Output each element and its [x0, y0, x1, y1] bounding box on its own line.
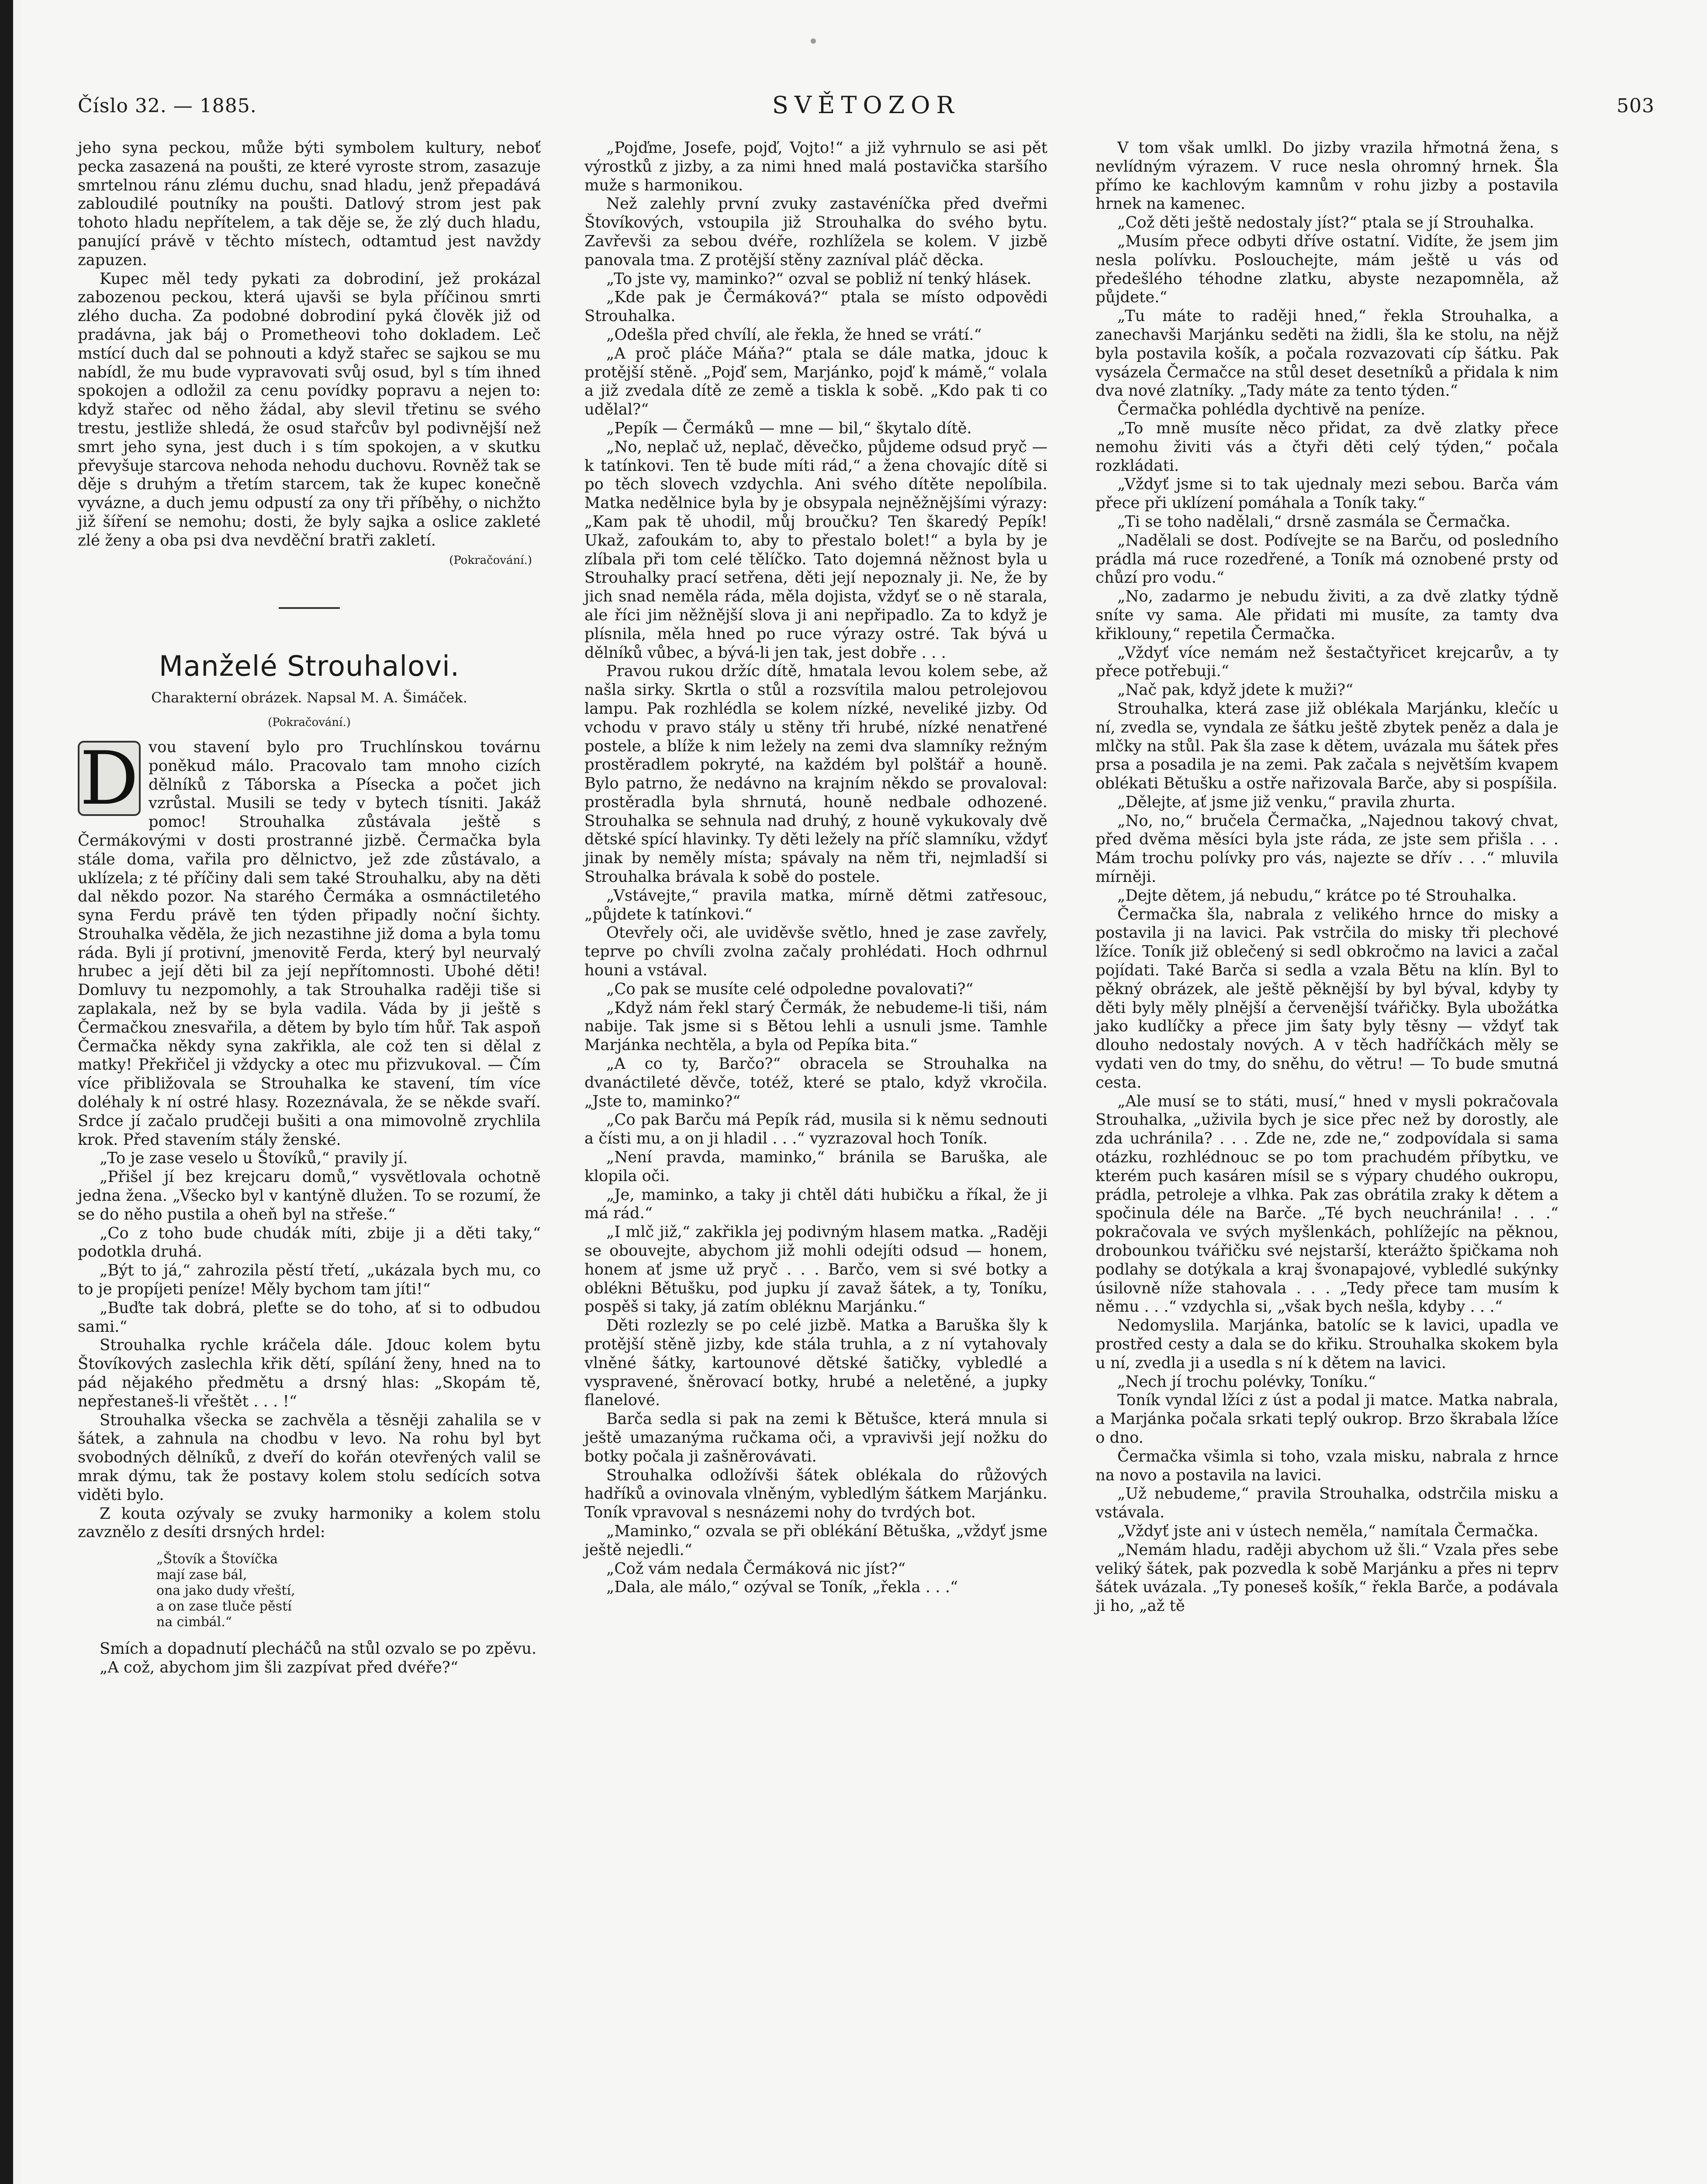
- paragraph: „A proč pláče Máňa?“ ptala se dále matka, jdouc k protější stěně. „Pojď sem, Marjánko, pojď k mámě,“ volala a již zvedala dítě ze země a tiskla k sobě. „Kdo pak ti co udělal?“: [584, 344, 1047, 419]
- verse-line: mají zase bál,: [156, 1567, 247, 1583]
- paragraph: „I mlč již,“ zakřikla jej podivným hlasem matka. „Raději se obouvejte, abychom již mohli odejíti odsud — honem, honem ať jsme už pryč . . . Barčo, vem si své botky a oblékni Bětušku, pod jupku jí zavaž šátek, a ty, Toníku, pospěš si taky, já zatím obléknu Marjánku.“: [584, 1223, 1047, 1316]
- paragraph: „Není pravda, maminko,“ bránila se Baruška, ale klopila oči.: [584, 1148, 1047, 1185]
- paragraph: „Je, maminko, a taky ji chtěl dáti hubičku a říkal, že ji má rád.“: [584, 1185, 1047, 1223]
- verse-line: na cimbál.“: [156, 1614, 232, 1630]
- paragraph: Kupec měl tedy pykati za dobrodiní, jež prokázal zabozenou peckou, která ujavši se byla příčinou smrti zlého ducha. Za podobné dobrodiní pyká člověk již od pradávna, jak báj o Prometheovi toho dokladem. Leč mstící duch dal se pohnouti a když stařec se sajkou se mu nabídl, že mu bude vypravovati svůj osud, byl s tím ihned spokojen a odložil za cenu povídky popravu a nejen to: když stařec od něho žádal, aby slevil třetinu se svého trestu, jestliže shledá, že osud stařcův byl podivnější než smrt jeho syna, jest duch i s tím spokojen, a v skutku převyšuje starcova nehoda nehodu duchovu. Rovněž tak se děje s druhým a třetím starcem, tak že kupec konečně vyvázne, a duch jemu odpustí za ony tři příběhy, o nichžto již šíření se nemohu; dosti, že byly sajka a oslice zakleté zlé ženy a oba psi dva nevděční bratři zakletí.: [78, 270, 541, 549]
- paragraph: „Dala, ale málo,“ ozýval se Toník, „řekla . . .“: [606, 1578, 958, 1597]
- paragraph: „No, no,“ bručela Čermačka, „Najednou takový chvat, před dvěma měsíci byla jste ráda, ze jste sem přišla . . . Mám trochu polívky pro vás, najezte se dřív . . .“ mluvila mírněji.: [1095, 812, 1558, 886]
- column-3: [1095, 139, 1558, 1616]
- paragraph: „Už nebudeme,“ pravila Strouhalka, odstrčila misku a vstávala.: [1095, 1485, 1558, 1522]
- paragraph: Než zalehly první zvuky zastavéníčka před dveřmi Štovíkových, vstoupila již Strouhalka do svého bytu. Zavřevši za sebou dvéře, rozhlížela se kolem. V jizbě panovala tma. Z protější stěny zazníval pláč děcka.: [584, 195, 1047, 269]
- paragraph: „Přišel jí bez krejcaru domů,“ vysvětlovala ochotně jedna žena. „Všecko byl v kantýně dlužen. To se rozumí, že se do něho pustila a oheň byl na střeše.“: [78, 1168, 541, 1223]
- paragraph: „To jste vy, maminko?“ ozval se pobliž ní tenký hlásek.: [606, 270, 1032, 288]
- paragraph: „Pepík — Čermáků — mne — bil,“ škytalo dítě.: [606, 419, 972, 437]
- drop-cap: D: [78, 741, 141, 816]
- paragraph: Strouhalka odložívši šátek oblékala do růžových hadříků a ovinovala vlněným, vybledlým šátkem Marjánku. Toník vpravoval s nesnázemi nohy do tvrdých bot.: [584, 1466, 1047, 1522]
- story-continued-note: (Pokračování.): [268, 716, 351, 729]
- paragraph: jeho syna peckou, může býti symbolem kultury, neboť pecka zasazená na poušti, ze které vyroste strom, zasazuje smrtelnou ránu zlému duchu, snad hladu, jenž přepadává zabloudilé poutníky na poušti. Datlový strom jest pak tohoto hladu nepřítelem, a tak děje se, že zlý duch hladu, panující právě v těchto místech, odtamtud jest navždy zapuzen.: [78, 139, 541, 269]
- paragraph: „Tu máte to raději hned,“ řekla Strouhalka, a zanechavši Marjánku seděti na židli, šla ke stolu, na nějž byla postavila košík, a počala rozvazovati cíp šátku. Pak vysázela Čermačce na stůl deset desetníků a přidala k nim dva nové zlatníky. „Tady máte za tento týden.“: [1095, 307, 1558, 400]
- paragraph: V tom však umlkl. Do jizby vrazila hřmotná žena, s nevlídným výrazem. V ruce nesla ohromný hrnek. Šla přímo ke kachlovým kamnům v rohu jizby a postavila hrnek na kamenec.: [1095, 139, 1558, 213]
- paragraph: Toník vyndal lžíci z úst a podal ji matce. Matka nabrala, a Marjánka počala srkati teplý oukrop. Brzo škrabala lžíce o dno.: [1095, 1391, 1558, 1447]
- paragraph: „Což děti ještě nedostaly jíst?“ ptala se jí Strouhalka.: [1117, 214, 1534, 232]
- paragraph: „Být to já,“ zahrozila pěstí třetí, „ukázala bych mu, co to je propíjeti peníze! Měly bychom tam jíti!“: [78, 1261, 541, 1299]
- paragraph: „Kde pak je Čermáková?“ ptala se místo odpovědi Strouhalka.: [584, 288, 1047, 325]
- paragraph: Strouhalka rychle kráčela dále. Jdouc kolem bytu Štovíkových zaslechla křik dětí, spílání ženy, hned na to pád nějakého předmětu a drsný hlas: „Skopám tě, nepřestaneš-li vřeštět . . . !“: [78, 1336, 541, 1410]
- paragraph-with-dropcap: [78, 735, 541, 1150]
- paragraph: „To je zase veselo u Štovíků,“ pravily jí.: [100, 1149, 408, 1168]
- paragraph: Děti rozlezly se po celé jizbě. Matka a Baruška šly k protější stěně jizby, kde stála truhla, a z ní vytahovaly vlněné šátky, kartounové dětské šatičky, vybledlé a vyspravené, šněrovací botky, hrubé a neletěné, a jupky flanelové.: [584, 1317, 1047, 1410]
- page-number: 503: [1617, 95, 1655, 117]
- paragraph: „Co z toho bude chudák míti, zbije ji a děti taky,“ podotkla druhá.: [78, 1224, 541, 1261]
- paragraph: Smích a dopadnutí plecháčů na stůl ozvalo se po zpěvu.: [100, 1640, 537, 1658]
- verse-line: a on zase tluče pěstí: [156, 1599, 292, 1614]
- paragraph: „Odešla před chvílí, ale řekla, že hned se vrátí.“: [606, 325, 982, 344]
- page-header: [78, 90, 1655, 120]
- story-subtitle: Charakterní obrázek. Napsal M. A. Šimáček.: [151, 689, 467, 706]
- paragraph: „Když nám řekl starý Čermák, že nebudeme-li tiši, nám nabije. Tak jsme si s Bětou lehli a usnuli jsme. Tamhle Marjánka nechtěla, a byla od Pepíka bita.“: [584, 999, 1047, 1054]
- paragraph: Čermačka pohlédla dychtivě na peníze.: [1117, 401, 1426, 419]
- page-dot: [811, 38, 816, 44]
- paragraph: Barča sedla si pak na zemi k Bětušce, která mnula si ještě umazanýma ručkama oči, a vpravivši její nožku do botky počala ji zašněrovávati.: [584, 1410, 1047, 1465]
- paragraph: „Vstávejte,“ pravila matka, mírně dětmi zatřesouc, „půjdete k tatínkovi.“: [584, 886, 1047, 923]
- paragraph: „Nadělali se dost. Podívejte se na Barču, od posledního prádla má ruce rozedřené, a Toník má oznobené prsty od chůzí pro vodu.“: [1095, 531, 1558, 587]
- paragraph: „Vždyť jsme si to tak ujednaly mezi sebou. Barča vám přece při uklízení pomáhala a Toník taky.“: [1095, 475, 1558, 512]
- paragraph: „Nech jí trochu polévky, Toníku.“: [1117, 1372, 1376, 1391]
- paragraph: „Nemám hladu, raději abychom už šli.“ Vzala přes sebe veliký šátek, pak pozvedla k sobě Marjánku a přes ni teprv šátek uvázala. „Ty poneseš košík,“ řekla Barče, a podávala ji ho, „až tě: [1095, 1541, 1558, 1615]
- paragraph: „Nač pak, když jdete k muži?“: [1117, 681, 1354, 699]
- paragraph: „Maminko,“ ozvala se při oblékání Bětuška, „vždyť jsme ještě nejedli.“: [584, 1522, 1047, 1559]
- song-verse: [156, 1552, 541, 1630]
- paragraph: „A co ty, Barčo?“ obracela se Strouhalka na dvanáctileté děvče, totéž, které se ptalo, když vkročila. „Jste to, maminko?“: [584, 1055, 1047, 1110]
- paragraph: „Co pak Barču má Pepík rád, musila si k němu sednouti a čísti mu, a on ji hladil . . .“ vyzrazoval hoch Toník.: [584, 1111, 1047, 1148]
- paragraph: „Dělejte, ať jsme již venku,“ pravila zhurta.: [1117, 793, 1456, 811]
- continued-note: (Pokračování.): [449, 553, 532, 567]
- paragraph: Nedomyslila. Marjánka, batolíc se k lavici, upadla ve prostřed cesty a dala se do křiku. Strouhalka skokem byla u ní, zvedla ji a usedla s ní k dětem na lavici.: [1095, 1317, 1558, 1372]
- paragraph: Strouhalka, která zase již oblékala Marjánku, klečíc u ní, zvedla se, vyndala ze šátku ještě zbytek peněz a dala je mlčky na stůl. Pak šla zase k dětem, uvázala mu šátek přes prsa a posadila je na zemi. Pak začala s největším kvapem oblékati Bětušku a ostře nařizovala Barče, aby si pospíšila.: [1095, 699, 1558, 793]
- paragraph: Čermačka všimla si toho, vzala misku, nabrala z hrnce na novo a postavila na lavici.: [1095, 1447, 1558, 1484]
- magazine-title: SVĚTOZOR: [772, 91, 961, 119]
- paragraph: Čermačka šla, nabrala z velikého hrnce do misky a postavila ji na lavici. Pak vstrčila do misky tři plechové lžíce. Toník již oblečený si sedl obkročmo na lavici a začal pojídati. Také Barča si sedla a vzala Bětu na klín. Byl to pěkný obrázek, ale ještě pěknější by byl býval, kdyby ty děti byly měly plnější a červenější tvářičky. Byla ubožátka jako kudlíčky a přece jim šaty byly těsny — vždyť tak dlouho nedostaly nových. A v těch hadříčkách měly se vydati ven do tmy, do sněhu, do větru! — To bude smutná cesta.: [1095, 905, 1558, 1092]
- column-1: [78, 139, 541, 1677]
- paragraph: „A což, abychom jim šli zazpívat před dvéře?“: [100, 1658, 458, 1676]
- paragraph: „Co pak se musíte celé odpoledne povalovati?“: [606, 980, 974, 998]
- section-divider: [279, 607, 340, 609]
- paragraph: „Pojďme, Josefe, pojď, Vojto!“ a již vyhrnulo se asi pět výrostků z jizby, a za nimi hned malá postavička staršího muže s harmonikou.: [584, 139, 1047, 194]
- scan-edge: [0, 0, 13, 2184]
- verse-line: ona jako dudy vřeští,: [156, 1583, 295, 1599]
- paragraph: „No, zadarmo je nebudu živiti, a za dvě zlatky týdně sníte vy sama. Ale přidati mi musíte, za tamty dva křiklouny,“ repetila Čermačka.: [1095, 587, 1558, 643]
- paragraph: „Což vám nedala Čermáková nic jíst?“: [606, 1559, 906, 1578]
- magazine-page: [21, 0, 1707, 2184]
- paragraph: „Vždyť více nemám než šestačtyřicet krejcarův, a ty přece potřebuji.“: [1095, 643, 1558, 681]
- paragraph: Z kouta ozývaly se zvuky harmoniky a kolem stolu zavznělo z desíti drsných hrdel:: [78, 1504, 541, 1541]
- paragraph: „Vždyť jste ani v ústech neměla,“ namítala Čermačka.: [1117, 1522, 1539, 1540]
- paragraph: „No, neplač už, neplač, děvečko, půjdeme odsud pryč — k tatínkovi. Ten tě bude míti rád,“ a žena chovajíc dítě si po těch slovech vzdychla. Ani svého dítěte nepolíbila. Matka nedělnice byla by je obsypala nejněžnějšími výrazy: „Kam pak tě uhodil, můj broučku? Ten škaredý Pepík! Ukaž, zafoukám to, aby to přestalo bolet!“ a byla by je zlíbala při tom celé tělíčko. Tato dojemná něžnost byla u Strouhalky prací setřena, děti její nepoznaly ji. Ne, že by jich snad neměla ráda, měla dojista, vždyť se o ně starala, ale říci jim něžnější slova ji ani nepřipadlo. Za to když je plísnila, měla hned po ruce výrazy ostré. Tak bývá u dělníků vůbec, a bývá-li jen tak, jest dobře . . .: [584, 438, 1047, 662]
- paragraph: „Buďte tak dobrá, pleťte se do toho, ať si to odbudou sami.“: [78, 1299, 541, 1336]
- paragraph: Pravou rukou držíc dítě, hmatala levou kolem sebe, až našla sirky. Skrtla o stůl a rozsvítila malou petrolejovou lampu. Pak rozhlédla se kolem nízké, neveliké jizby. Od vchodu v pravo stály u stěny tři hrubé, nízké nenatřené postele, a blíže k nim ležely na zemi dva slamníky režným prostěradlem pokryté, na každém byl polštář a houně. Bylo patrno, že nedávno na krajním někdo se provaloval: prostěradla byla shrnutá, houně nedbale odhozené. Strouhalka se sehnula nad druhý, z houně vykukovaly dvě dětské spící hlavinky. Ty děti ležely na příč slamníku, vždyť jinak by neměly místa; spávaly na něm tři, nejmladší si Strouhalka brávala k sobě do postele.: [584, 662, 1047, 886]
- paragraph: „Dejte dětem, já nebudu,“ krátce po té Strouhalka.: [1117, 886, 1517, 905]
- paragraph: „Ale musí se to státi, musí,“ hned v mysli pokračovala Strouhalka, „uživila bych je sice přec než by dorostly, ale zda uchránila? . . . Zde ne, zde ne,“ zodpovídala si sama otázku, rozhlédnouc se po tom prachudém příbytku, ve kterém puch kasáren mísil se s výpary chudého oukropu, prádla, petroleje a vlhka. Pak zas obrátila zraky k dětem a spočinula déle na Barče. „Té bych neuchránila! . . .“ pokračovala ve svých myšlenkách, pohlížejíc na pěknou, drobounkou tvářičku své nejstarší, kterážto špičkama noh podlahy se dotýkala a kraj švonapajové, vybledlé sukýnky úsilovně níže stahovala . . . „Tedy přece tam musím k němu . . .“ vzdychla si, „však bych nešla, kdyby . . .“: [1095, 1092, 1558, 1316]
- paragraph-text: vou stavení bylo pro Truchlínskou továrnu poněkud málo. Pracovalo tam mnoho cizích dělníků z Táborska a Písecka a počet jich vzrůstal. Musili se tedy v bytech tísniti. Jakáž pomoc! Strouhalka zůstávala ještě s Čermákovými v dosti prostranné jizbě. Čermačka byla stále doma, vařila pro dělnictvo, jež zde zůstávalo, a uklízela; z té příčiny dali sem také Strouhalku, aby na děti dal někdo pozor. Na starého Čermáka a osmnáctiletého syna Ferdu právě ten týden připadly noční šichty. Strouhalka věděla, že jich nezastihne již doma a byla tomu ráda. Byli jí protivní, jmenovitě Ferda, který byl neurvalý hrubec a její děti bil za její nepřítomnosti. Ubohé děti! Domluvy tu nezpomohly, a tak Strouhalka raději tiše si zaplakala, než by se byla vadila. Váda by ji ještě s Čermačkou znesvařila, a dětem by bylo tím hůř. Tak aspoň Čermačka někdy syna zakřikla, ale což ten si dělal z matky! Překřičel ji vždycky a otec mu přizvukoval. — Čím více přibližovala se Strouhalka ke stavení, tím více doléhaly k ní ostré hlasy. Rozeznávala, že se někde svaří. Srdce jí začalo prudčeji bušiti a ona mimovolně zrychlila krok. Před stavením stály ženské.: [78, 738, 541, 1149]
- paragraph: Strouhalka všecka se zachvěla a těsněji zahalila se v šátek, a zahnula na chodbu v levo. Na rohu byl byt svobodných dělníků, z dveří do kořán otevřených valil se mrak dýmu, tak že postavy kolem stolu sedících sotva viděti bylo.: [78, 1411, 541, 1504]
- paragraph: „Musím přece odbyti dříve ostatní. Vidíte, že jsem jim nesla polívku. Poslouchejte, mám ještě u vás od předešlého téhodne zlatku, abyste nezapomněla, až půjdete.“: [1095, 232, 1558, 307]
- paragraph: Otevřely oči, ale uviděvše světlo, hned je zase zavřely, teprve po chvíli zvolna začaly prohlédati. Hoch odhrnul houni a vstával.: [584, 924, 1047, 980]
- column-2: [584, 139, 1047, 1597]
- verse-line: „Štovík a Štovíčka: [156, 1552, 278, 1567]
- paragraph: „To mně musíte něco přidat, za dvě zlatky přece nemohu živiti vás a čtyři děti celý týden,“ počala rozkládati.: [1095, 419, 1558, 475]
- issue-label: Číslo 32. — 1885.: [78, 95, 257, 117]
- story-title: Manželé Strouhalovi.: [159, 650, 460, 683]
- paragraph: „Ti se toho nadělali,“ drsně zasmála se Čermačka.: [1117, 512, 1511, 531]
